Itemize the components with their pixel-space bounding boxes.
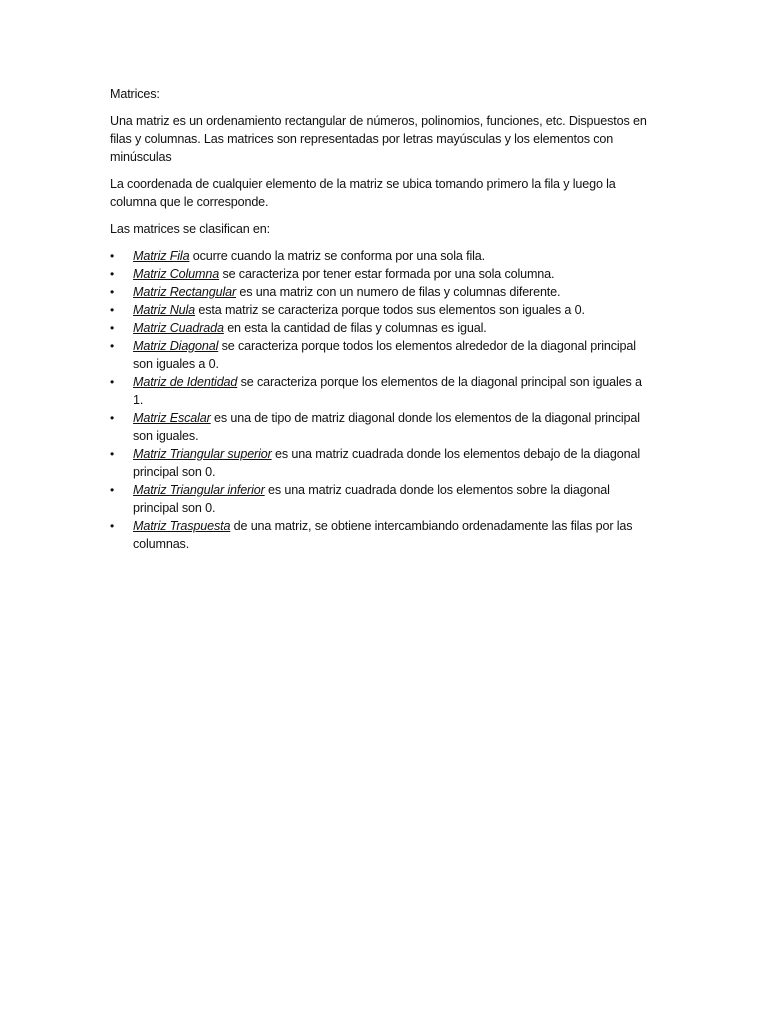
list-item bbox=[110, 373, 655, 409]
bullet-icon: • bbox=[110, 249, 115, 263]
term-matriz-identidad: Matriz de Identidad bbox=[133, 375, 238, 389]
term-matriz-escalar: Matriz Escalar bbox=[133, 411, 211, 425]
list-item bbox=[110, 283, 655, 301]
list-item bbox=[110, 337, 655, 373]
term-matriz-columna: Matriz Columna bbox=[133, 267, 220, 281]
document-page bbox=[110, 85, 655, 553]
item-description: de una matriz, se obtiene intercambiando ordenadamente las filas por las columnas. bbox=[133, 519, 633, 551]
item-description: se caracteriza por tener estar formada por una sola columna. bbox=[219, 267, 555, 281]
bullet-icon: • bbox=[110, 483, 115, 497]
term-matriz-fila: Matriz Fila bbox=[133, 249, 190, 263]
document-title: Matrices: bbox=[110, 87, 160, 101]
paragraph-classification-intro: Las matrices se clasifican en: bbox=[110, 222, 270, 236]
bullet-icon: • bbox=[110, 267, 115, 281]
list-item bbox=[110, 481, 655, 517]
list-item bbox=[110, 409, 655, 445]
list-item bbox=[110, 301, 655, 319]
bullet-icon: • bbox=[110, 303, 115, 317]
list-item bbox=[110, 517, 655, 553]
item-description: se caracteriza porque los elementos de la diagonal principal son iguales a 1. bbox=[133, 375, 642, 407]
paragraph-definition: Una matriz es un ordenamiento rectangular de números, polinomios, funciones, etc. Dispuestos en filas y columnas. Las matrices son representadas por letras mayúsculas y los elementos con minúsculas bbox=[110, 114, 647, 164]
item-description: esta matriz se caracteriza porque todos sus elementos son iguales a 0. bbox=[195, 303, 585, 317]
bullet-icon: • bbox=[110, 411, 115, 425]
term-matriz-cuadrada: Matriz Cuadrada bbox=[133, 321, 224, 335]
item-description: es una matriz cuadrada donde los elementos sobre la diagonal principal son 0. bbox=[133, 483, 610, 515]
term-matriz-nula: Matriz Nula bbox=[133, 303, 196, 317]
bullet-icon: • bbox=[110, 447, 115, 461]
item-description: es una matriz cuadrada donde los elementos debajo de la diagonal principal son 0. bbox=[133, 447, 640, 479]
item-description: ocurre cuando la matriz se conforma por una sola fila. bbox=[189, 249, 485, 263]
term-matriz-triangular-inferior: Matriz Triangular inferior bbox=[133, 483, 265, 497]
item-description: es una de tipo de matriz diagonal donde los elementos de la diagonal principal son iguales. bbox=[133, 411, 640, 443]
list-item bbox=[110, 445, 655, 481]
term-matriz-triangular-superior: Matriz Triangular superior bbox=[133, 447, 272, 461]
term-matriz-diagonal: Matriz Diagonal bbox=[133, 339, 219, 353]
item-description: se caracteriza porque todos los elementos alrededor de la diagonal principal son iguales a 0. bbox=[133, 339, 636, 371]
list-item bbox=[110, 265, 655, 283]
bullet-icon: • bbox=[110, 285, 115, 299]
term-matriz-rectangular: Matriz Rectangular bbox=[133, 285, 236, 299]
term-matriz-traspuesta: Matriz Traspuesta bbox=[133, 519, 231, 533]
item-description: es una matriz con un numero de filas y columnas diferente. bbox=[236, 285, 561, 299]
bullet-icon: • bbox=[110, 339, 115, 353]
list-item bbox=[110, 247, 655, 265]
bullet-icon: • bbox=[110, 321, 115, 335]
list-item bbox=[110, 319, 655, 337]
paragraph-coordinates: La coordenada de cualquier elemento de la matriz se ubica tomando primero la fila y luego la columna que le corresponde. bbox=[110, 177, 616, 209]
bullet-icon: • bbox=[110, 519, 115, 533]
item-description: en esta la cantidad de filas y columnas es igual. bbox=[223, 321, 487, 335]
matrix-types-list bbox=[110, 247, 655, 553]
bullet-icon: • bbox=[110, 375, 115, 389]
